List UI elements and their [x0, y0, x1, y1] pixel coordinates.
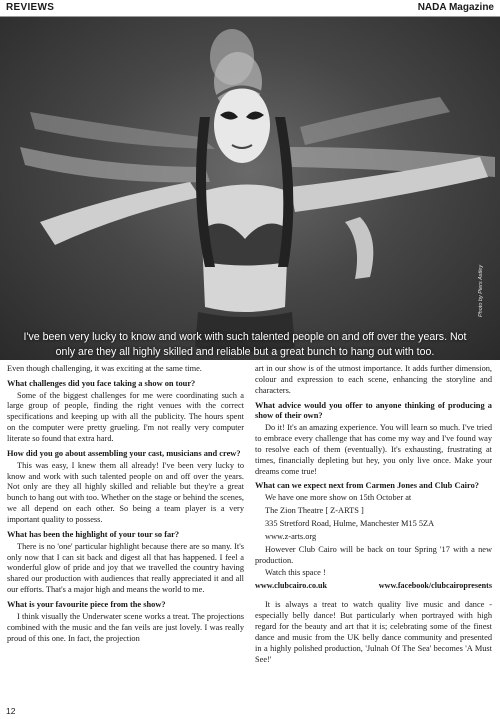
- magazine-name: NADA Magazine: [417, 2, 494, 13]
- facebook-link[interactable]: www.facebook/clubcairopresents: [378, 581, 492, 591]
- dancers-illustration: [0, 17, 500, 360]
- question-heading: How did you go about assembling your cast, musicians and crew?: [7, 449, 241, 459]
- dancers-photo: [0, 17, 500, 360]
- question-heading: What can we expect next from Carmen Jones and Club Cairo?: [255, 481, 479, 491]
- venue-name: The Zion Theatre [ Z-ARTS ]: [265, 505, 364, 515]
- paragraph: Even though challenging, it was exciting at the same time.: [7, 364, 202, 373]
- links-row: [255, 581, 492, 592]
- paragraph: There is no 'one' particular highlight because there are so many. It's only now that I can sit back and digest all that has happened. I feel a wonderful glow of pride and joy that we travelled the country having shared our production with audiences that really appreciated it and all our efforts. That's a major high and means the world to me.: [7, 541, 244, 595]
- section-label: REVIEWS: [6, 2, 55, 13]
- paragraph: This was easy, I knew them all already! I've been very lucky to know and work with such talented people on and off over the years. Not only are they all highly skilled and reliable but they're a great bunch to hang out with too. Whether on the stage or behind the scenes, we all depend on each other. So being a team player is a very important quality to possess.: [7, 460, 244, 525]
- clubcairo-link[interactable]: www.clubcairo.co.uk: [255, 581, 328, 591]
- photo-credit: Photo by Piers Astley: [478, 264, 484, 317]
- article-column-right: [255, 364, 492, 668]
- question-heading: What has been the highlight of your tour so far?: [7, 530, 180, 540]
- photo-caption: I've been very lucky to know and work with such talented people on and off over the years. Not only are they all highly skilled and reliable but a great bunch to hang out with too.: [23, 331, 467, 358]
- question-heading: What advice would you offer to anyone thinking of producing a show of their own?: [255, 400, 492, 421]
- page-header: [0, 0, 500, 17]
- paragraph: I think visually the Underwater scene works a treat. The projections combined with the music and the fan veils are just lovely. I was really proud of this one. In fact, the projection: [7, 611, 244, 643]
- article-column-left: [7, 364, 244, 647]
- question-heading: What challenges did you face taking a show on tour?: [7, 378, 196, 388]
- question-heading: What is your favourite piece from the show?: [7, 600, 166, 610]
- paragraph: Watch this space !: [265, 568, 326, 578]
- paragraph: Some of the biggest challenges for me were coordinating such a large group of people, finding the right venues with the correct specifications and keeping up with all the publicity. The hours spent on the computer were pretty grueling. I'm not really very computer literate so found that extra hard.: [7, 390, 244, 444]
- paragraph: Do it! It's an amazing experience. You will learn so much. I've tried to embrace every challenge that has come my way and I've found way to resolve each of them (eventually). It's exhausting, frustrating at times, financially depleting but hey, you only live once. Make your dreams come true!: [255, 422, 492, 476]
- paragraph: However Club Cairo will be back on tour Spring '17 with a new production.: [255, 544, 492, 565]
- venue-website-link[interactable]: www.z-arts.org: [265, 531, 317, 541]
- venue-address: 335 Stretford Road, Hulme, Manchester M15 5ZA: [265, 518, 435, 528]
- paragraph: We have one more show on 15th October at: [265, 493, 412, 503]
- closing-paragraph: It is always a treat to watch quality live music and dance - especially belly dance! But particularly when portrayed with high regard for the beauty and art that it is; celebrating some of the finest dance and music from the UK belly dance community and presented in a highly polished production, 'Julnah Of The Sea' becomes 'A Must See!': [255, 600, 492, 664]
- paragraph: art in our show is of the utmost importance. It adds further dimension, colour and expression to each scene, enhancing the storyline and characters.: [255, 364, 492, 395]
- page-number: 12: [6, 706, 16, 716]
